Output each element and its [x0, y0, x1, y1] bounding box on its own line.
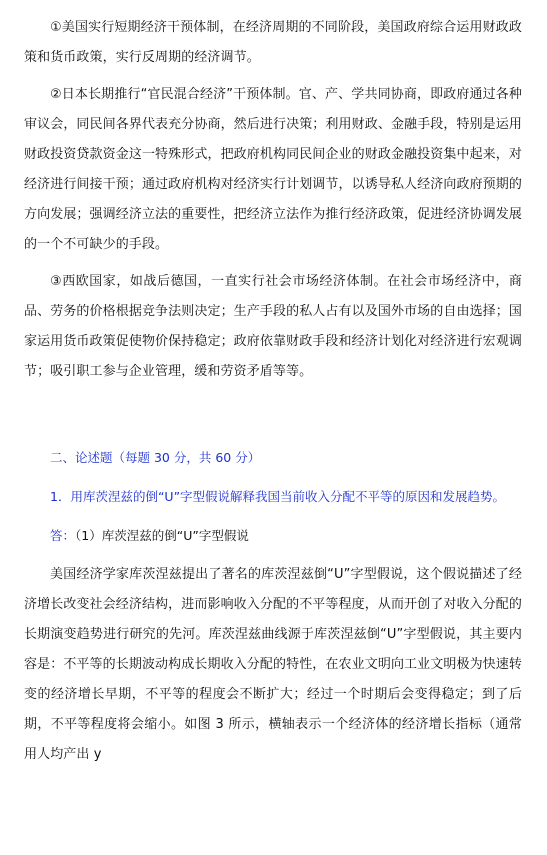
question-1: 1．用库茨涅兹的倒“U”字型假说解释我国当前收入分配不平等的原因和发展趋势。: [50, 489, 506, 504]
paragraph-us-intervention: ①美国实行短期经济干预体制，在经济周期的不同阶段，美国政府综合运用财政政策和货币政策，实行反周期的经济调节。: [24, 20, 522, 65]
section-heading: 二、论述题（每题 30 分，共 60 分）: [50, 450, 261, 465]
paragraph-kuznets: 美国经济学家库茨涅兹提出了著名的库茨涅兹倒“U”字型假说，这个假说描述了经济增长改变社会经济结构，进而影响收入分配的不平等程度，从而开创了对收入分配的长期演变趋势进行研究的先河。库茨涅兹曲线源于库茨涅兹倒“U”字型假说，其主要内容是：不平等的长期波动构成长期收入分配的特性，在农业文明向工业文明极为快速转变的经济增长早期，不平等的程度会不断扩大；经过一个时期后会变得稳定；到了后期，不平等程度将会缩小。如图 3 所示，横轴表示一个经济体的经济增长指标（通常用人均产出 y: [24, 567, 522, 762]
paragraph-japan-intervention: ②日本长期推行“官民混合经济”干预体制。官、产、学共同协商，即政府通过各种审议会，同民间各界代表充分协商，然后进行决策；利用财政、金融手段，特别是运用财政投资贷款资金这一特殊形式，把政府机构同民间企业的财政金融投资集中起来，对经济进行间接干预；通过政府机构对经济实行计划调节，以诱导私人经济向政府预期的方向发展；强调经济立法的重要性，把经济立法作为推行经济政策，促进经济协调发展的一个不可缺少的手段。: [24, 87, 522, 252]
document-page: [24, 0, 522, 770]
answer-subheading: （1）库茨涅兹的倒“U”字型假说: [75, 528, 249, 543]
answer-label: 答：: [50, 528, 76, 543]
answer-heading: [24, 521, 522, 551]
paragraph-western-europe: ③西欧国家，如战后德国，一直实行社会市场经济体制。在社会市场经济中，商品、劳务的价格根据竞争法则决定；生产手段的私人占有以及国外市场的自由选择；国家运用货币政策促使物价保持稳定；政府依靠财政手段和经济计划化对经济进行宏观调节；吸引职工参与企业管理，缓和劳资矛盾等等。: [24, 274, 522, 379]
